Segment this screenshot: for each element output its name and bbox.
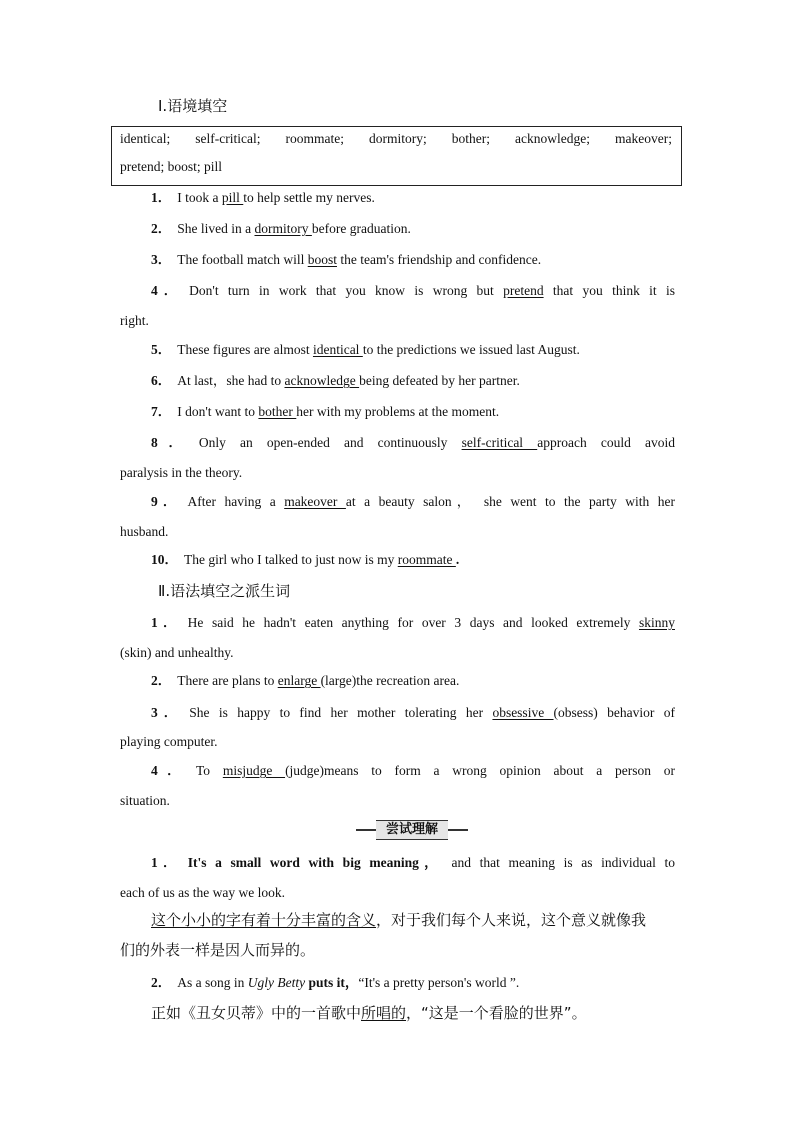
exercise-2-3-cont: playing computer.: [120, 734, 218, 749]
answer-blank: obsessive: [492, 705, 554, 720]
sentence-2: 2． As a song in Ugly Betty puts it，“It's a pretty person's world ”.: [151, 975, 520, 990]
exercise-2-2: 2． There are plans to enlarge (large)the recreation area.: [151, 673, 460, 688]
translation-highlight: 这个小小的字有着十分丰富的含义: [151, 911, 377, 929]
banner-label: 尝试理解: [376, 820, 448, 840]
answer-blank: roommate: [397, 552, 456, 567]
exercise-1-3: 3． The football match will boost the team's friendship and confidence.: [151, 252, 542, 267]
exercise-2-4: 4． To misjudge (judge)means to form a wrong opinion about a person or: [151, 763, 675, 778]
exercise-1-2: 2． She lived in a dormitory before graduation.: [151, 221, 411, 236]
banner-rule-left: [356, 829, 378, 831]
exercise-1-6: 6． At last，she had to acknowledge being defeated by her partner.: [151, 373, 520, 388]
exercise-2-3: 3． She is happy to find her mother tolerating her obsessive (obsess) behavior of: [151, 705, 675, 720]
exercise-1-4-cont: right.: [120, 313, 149, 328]
sentence-1: 1． It's a small word with big meaning， and that meaning is as individual to: [151, 855, 676, 870]
answer-blank: enlarge: [277, 673, 321, 688]
try-understand-banner: [356, 820, 468, 840]
word-bank-line-2: pretend; boost; pill: [120, 159, 222, 174]
answer-blank: dormitory: [254, 221, 312, 236]
exercise-2-1: 1． He said he hadn't eaten anything for over 3 days and looked extremely skinny: [151, 615, 675, 630]
banner-rule-right: [446, 829, 468, 831]
exercise-2-1-cont: (skin) and unhealthy.: [120, 645, 234, 660]
sentence-1-cont: each of us as the way we look.: [120, 885, 285, 900]
answer-blank: skinny: [638, 615, 675, 630]
exercise-1-9-cont: husband.: [120, 524, 169, 539]
answer-blank: identical: [312, 342, 363, 357]
exercise-1-4: 4． Don't turn in work that you know is wrong but pretend that you think it is: [151, 283, 675, 298]
answer-blank: acknowledge: [284, 373, 360, 388]
exercise-1-8: 8． Only an open-ended and continuously self-critical approach could avoid: [151, 435, 675, 450]
translation-1: 这个小小的字有着十分丰富的含义，对于我们每个人来说，这个意义就像我: [151, 911, 647, 929]
translation-highlight: 所唱的: [361, 1004, 407, 1022]
exercise-2-4-cont: situation.: [120, 793, 170, 808]
exercise-1-7: 7． I don't want to bother her with my problems at the moment.: [151, 404, 500, 419]
answer-blank: pretend: [503, 283, 544, 298]
exercise-1-1: 1． I took a pill to help settle my nerves.: [151, 190, 375, 205]
translation-1-cont: 们的外表一样是因人而异的。: [120, 941, 316, 959]
exercise-1-5: 5． These figures are almost identical to the predictions we issued last August.: [151, 342, 580, 357]
answer-blank: pill: [221, 190, 244, 205]
answer-blank: bother: [258, 404, 297, 419]
answer-blank: makeover: [284, 494, 346, 509]
exercise-1-10: 10． The girl who I talked to just now is my roommate .: [151, 552, 460, 567]
translation-2: 正如《丑女贝蒂》中的一首歌中所唱的，“这是一个看脸的世界”。: [151, 1004, 587, 1022]
section-1-heading: Ⅰ.语境填空: [158, 97, 228, 115]
answer-blank: self-critical: [461, 435, 538, 450]
section-2-heading: Ⅱ.语法填空之派生词: [158, 582, 291, 600]
exercise-1-9: 9． After having a makeover at a beauty salon， she went to the party with her: [151, 494, 675, 509]
exercise-1-8-cont: paralysis in the theory.: [120, 465, 243, 480]
answer-blank: misjudge: [222, 763, 286, 778]
word-bank-line-1: identical; self-critical; roommate; dormitory; bother; acknowledge; makeover;: [120, 131, 672, 146]
word-bank-box: [111, 126, 682, 186]
answer-blank: boost: [307, 252, 337, 267]
